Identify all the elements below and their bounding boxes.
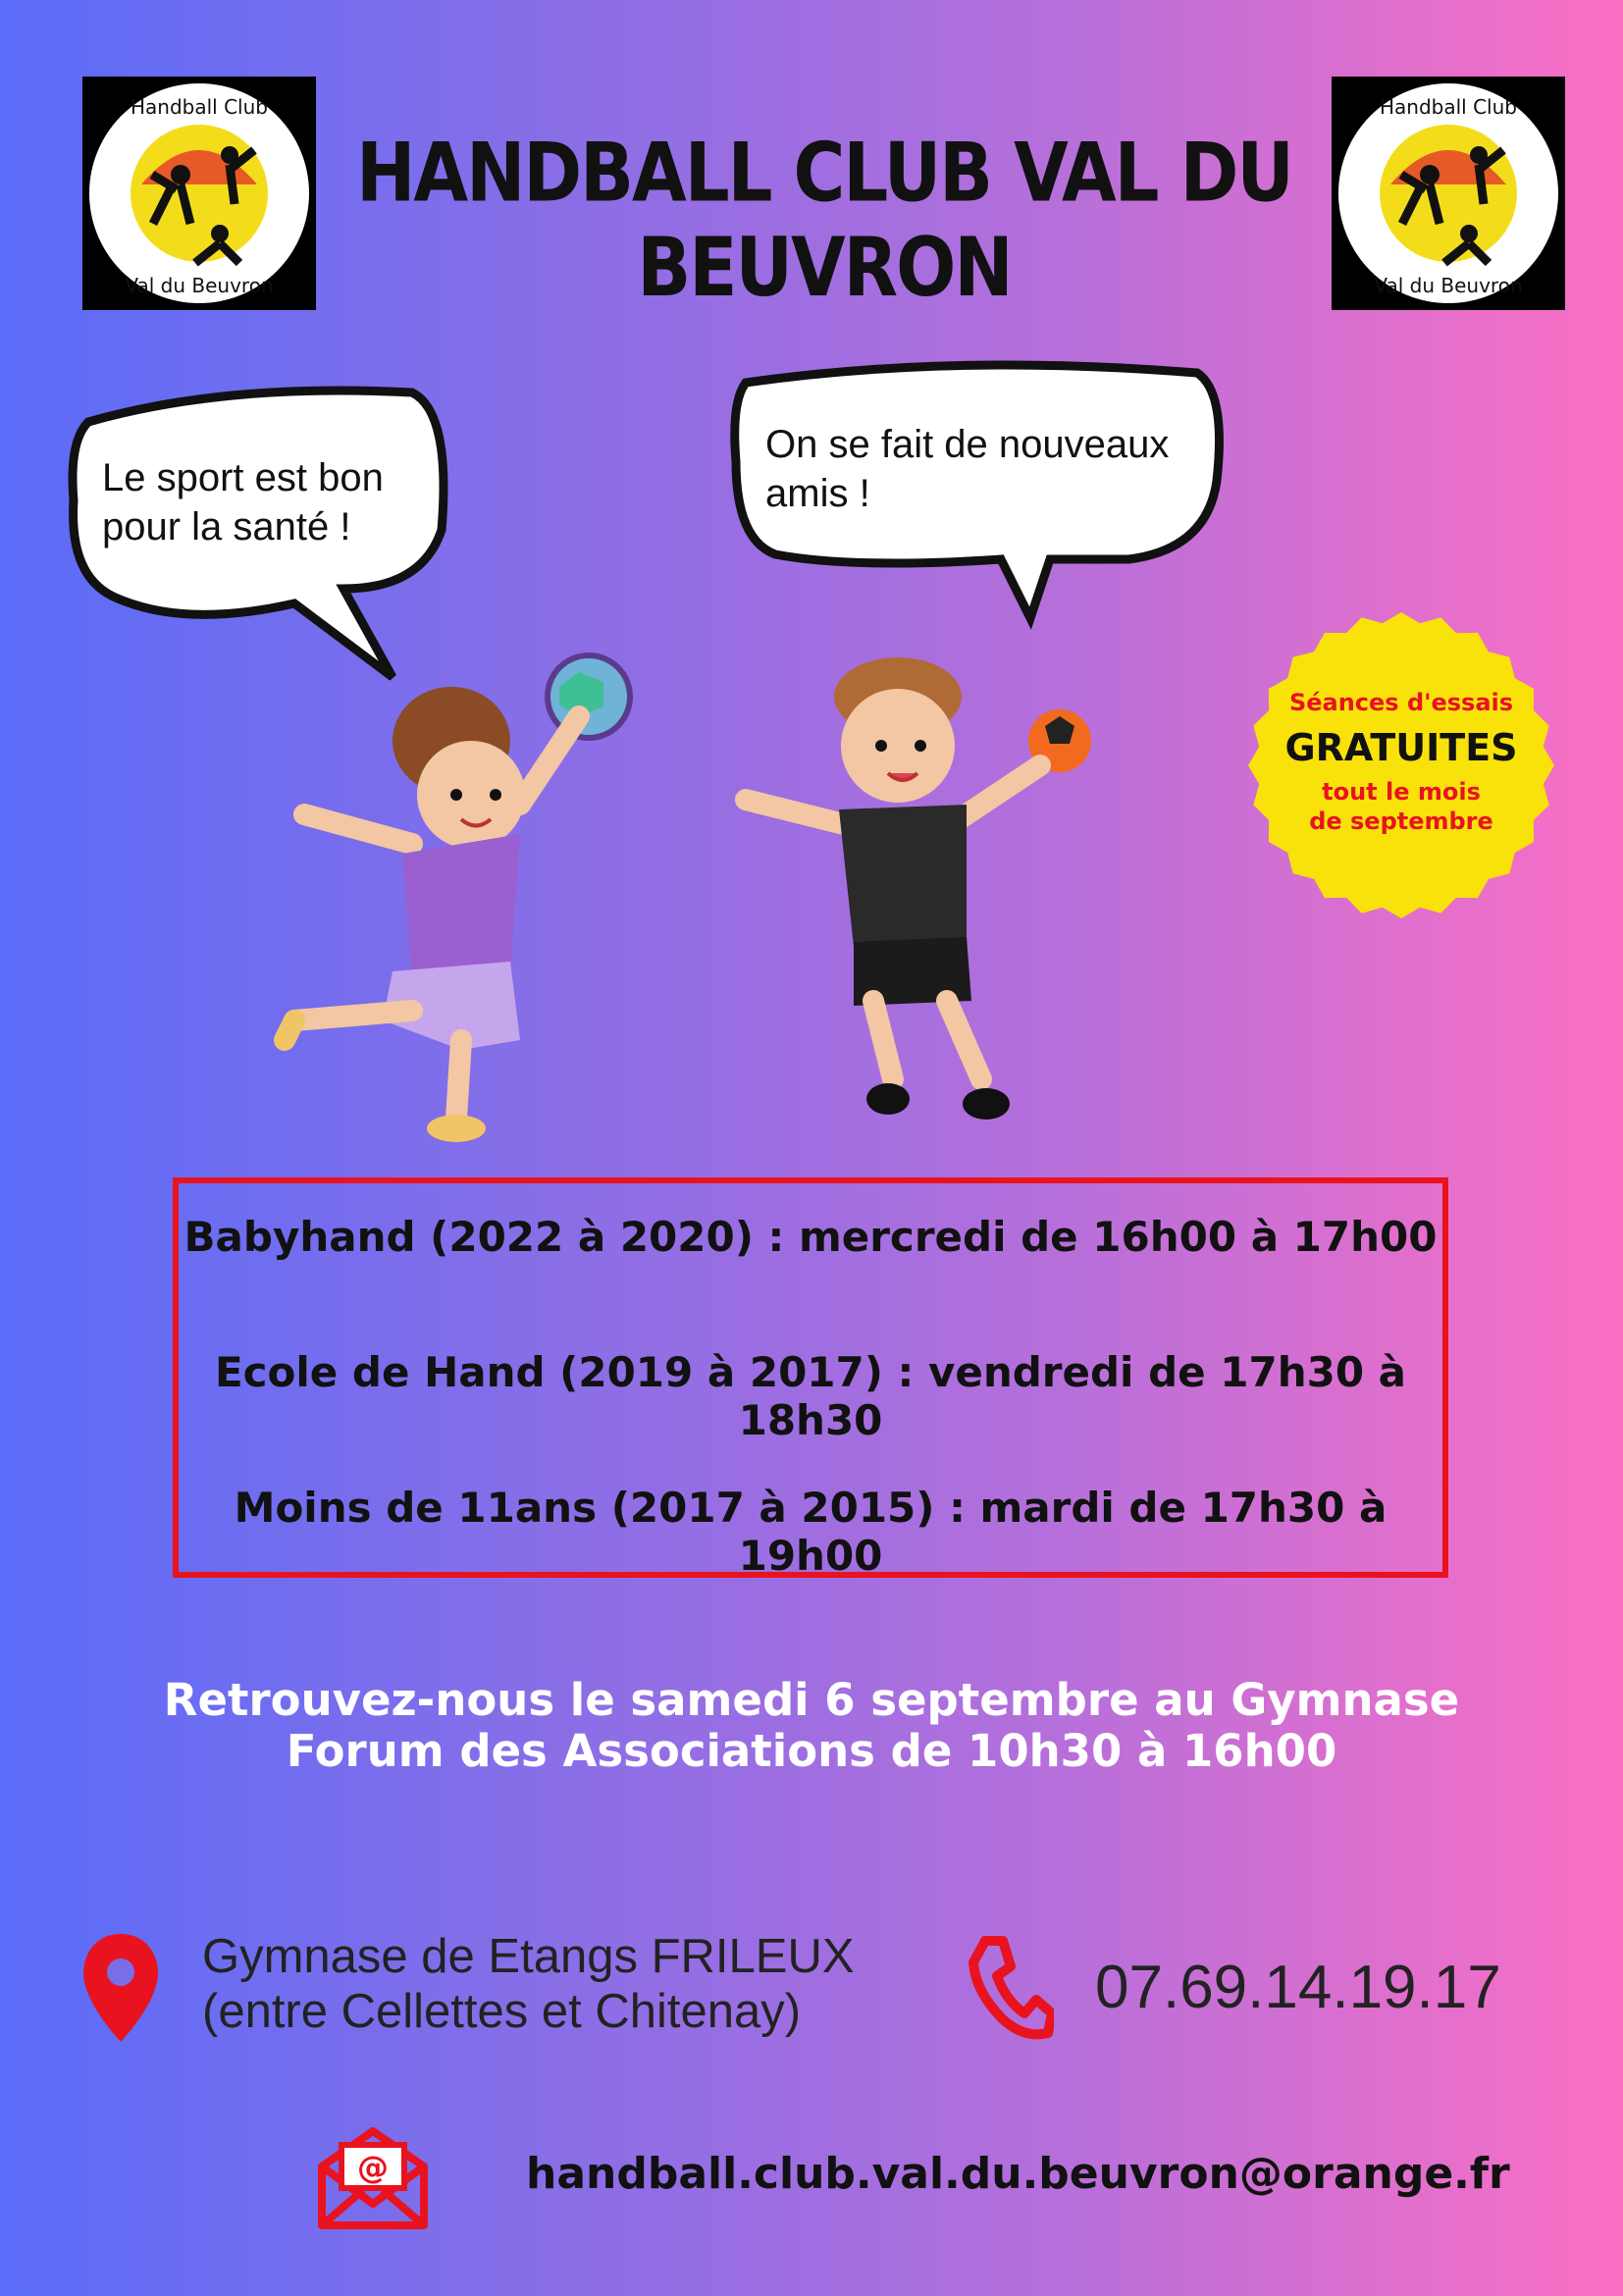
phone-number[interactable]: 07.69.14.19.17 [1095,1954,1501,2021]
page-title: HANDBALL CLUB VAL DU BEUVRON [356,125,1292,315]
boy-player-illustration [707,648,1099,1158]
email-address[interactable]: handball.club.val.du.beuvron@orange.fr [526,2149,1510,2199]
bubble-right-line2: amis ! [765,472,870,515]
club-logo-left [82,77,316,310]
forum-line2: Forum des Associations de 10h30 à 16h00 [286,1725,1337,1777]
location-pin-icon [79,1929,163,2047]
schedule-line-babyhand: Babyhand (2022 à 2020) : mercredi de 16h00 à 17h00 [183,1213,1438,1261]
address-block [202,1929,855,2039]
bubble-right-line1: On se fait de nouveaux [765,423,1170,466]
address-line2: (entre Cellettes et Chitenay) [202,1985,802,2038]
bubble-right-text [765,420,1169,518]
phone-icon [966,1933,1054,2041]
free-trial-badge [1244,687,1558,836]
badge-line1: Séances d'essais [1288,689,1514,716]
badge-line4: de septembre [1309,808,1493,835]
bubble-left-line1: Le sport est bon [102,456,384,499]
schedule-line-moins11: Moins de 11ans (2017 à 2015) : mardi de 17h30 à 19h00 [234,1484,1387,1580]
bubble-left-text [102,453,384,551]
address-line1: Gymnase de Etangs FRILEUX [202,1930,855,1983]
forum-line1: Retrouvez-nous le samedi 6 septembre au Gymnase [163,1674,1460,1726]
svg-text:Val du Beuvron: Val du Beuvron [125,274,274,297]
svg-text:Handball Club: Handball Club [131,95,268,119]
email-icon [314,2117,432,2231]
bubble-left-line2: pour la santé ! [102,505,351,548]
badge-line2: GRATUITES [1284,726,1518,769]
club-logo-right [1332,77,1565,310]
girl-player-illustration [265,648,638,1158]
badge-line3: tout le mois [1322,778,1481,806]
svg-text:Val du Beuvron: Val du Beuvron [1374,274,1523,297]
schedule-line-ecole: Ecole de Hand (2019 à 2017) : vendredi de 17h30 à 18h30 [214,1348,1407,1444]
svg-text:Handball Club: Handball Club [1380,95,1517,119]
svg-text:@: @ [357,2149,389,2186]
schedule-box [173,1177,1448,1578]
